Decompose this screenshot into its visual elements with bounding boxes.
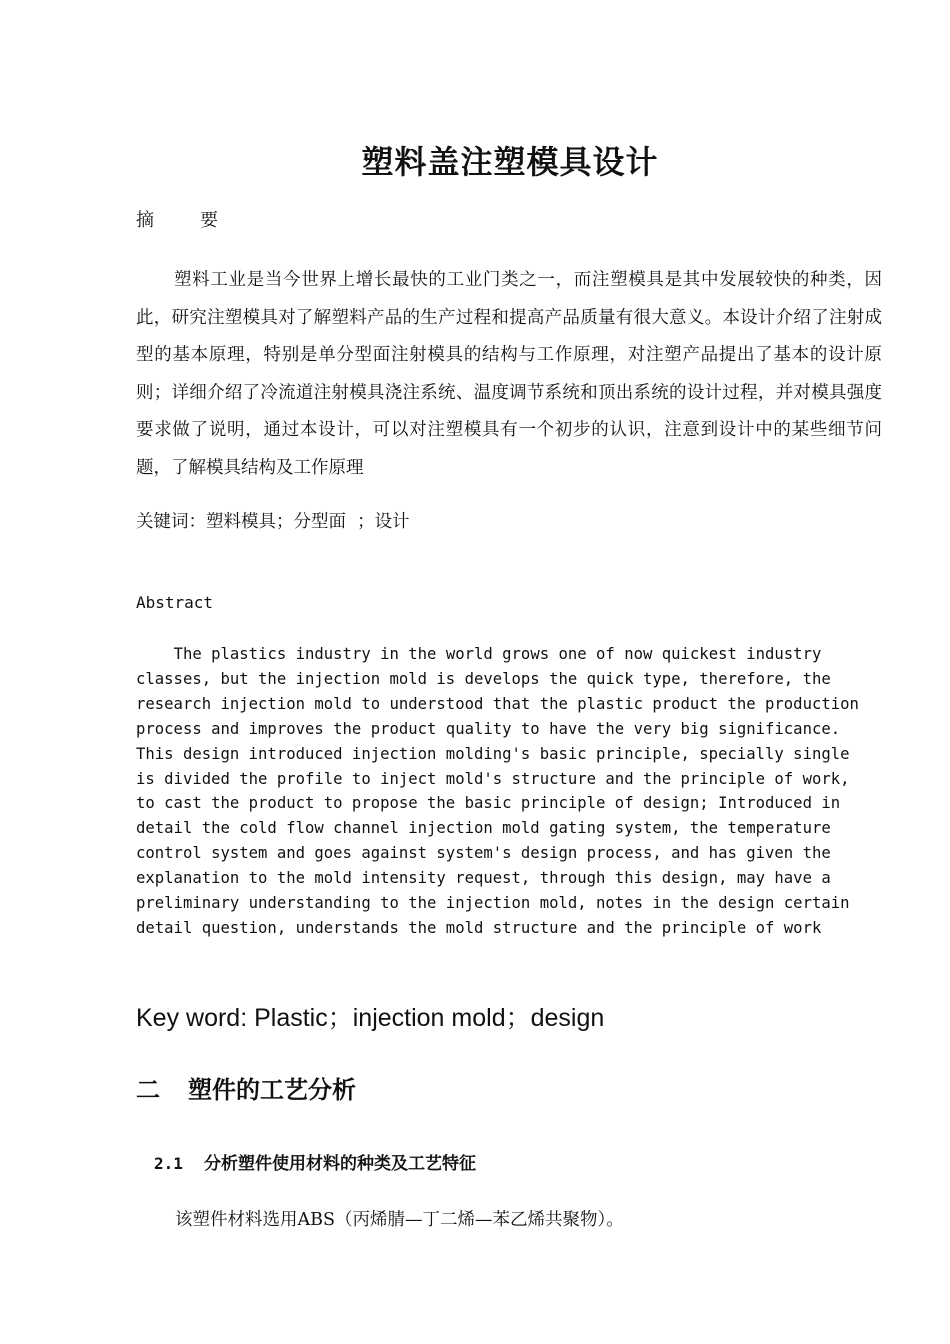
section-heading <box>136 1070 356 1105</box>
keywords-cn: 关键词：塑料模具；分型面 ；设计 <box>136 512 410 532</box>
abstract-heading-char-2: 要 <box>200 210 218 231</box>
subsection-heading <box>154 1149 476 1174</box>
section-title-text: 塑件的工艺分析 <box>188 1076 356 1104</box>
section-number: 二 <box>136 1076 160 1104</box>
subsection-title-text: 分析塑件使用材料的种类及工艺特征 <box>204 1154 476 1174</box>
body-paragraph: 该塑件材料选用ABS（丙烯腈—丁二烯—苯乙烯共聚物）。 <box>175 1210 624 1230</box>
abstract-en-paragraph: The plastics industry in the world grows one of now quickest industry classes, but the injection mold is develops the quick type, therefore, the research injection mold to understood that the plastic product the production process and improves the product quality to have the very big significance. This design introduced injection molding's basic principle, specially single is divided the profile to inject mold's structure and the principle of work, to cast the product to propose the basic principle of design; Introduced in detail the cold flow channel injection mold gating system, the temperature control system and goes against system's design process, and has given the explanation to the mold intensity request, through this design, may have a preliminary understanding to the injection mold, notes in the design certain detail question, understands the mold structure and the principle of work <box>136 645 859 937</box>
paper-title: 塑料盖注塑模具设计 <box>361 143 659 182</box>
abstract-heading-char-1: 摘 <box>136 210 154 231</box>
abstract-cn-paragraph: 塑料工业是当今世界上增长最快的工业门类之一，而注塑模具是其中发展较快的种类，因此，研究注塑模具对了解塑料产品的生产过程和提高产品质量有很大意义。本设计介绍了注射成型的基本原理，特别是单分型面注射模具的结构与工作原理，对注塑产品提出了基本的设计原则；详细介绍了冷流道注射模具浇注系统、温度调节系统和顶出系统的设计过程，并对模具强度要求做了说明，通过本设计，可以对注塑模具有一个初步的认识，注意到设计中的某些细节问题，了解模具结构及工作原理 <box>136 270 882 478</box>
keywords-en: Key word: Plastic；injection mold；design <box>136 1004 605 1032</box>
subsection-number: 2.1 <box>154 1154 183 1173</box>
abstract-heading-en: Abstract <box>136 593 214 612</box>
abstract-heading-cn <box>136 206 218 232</box>
